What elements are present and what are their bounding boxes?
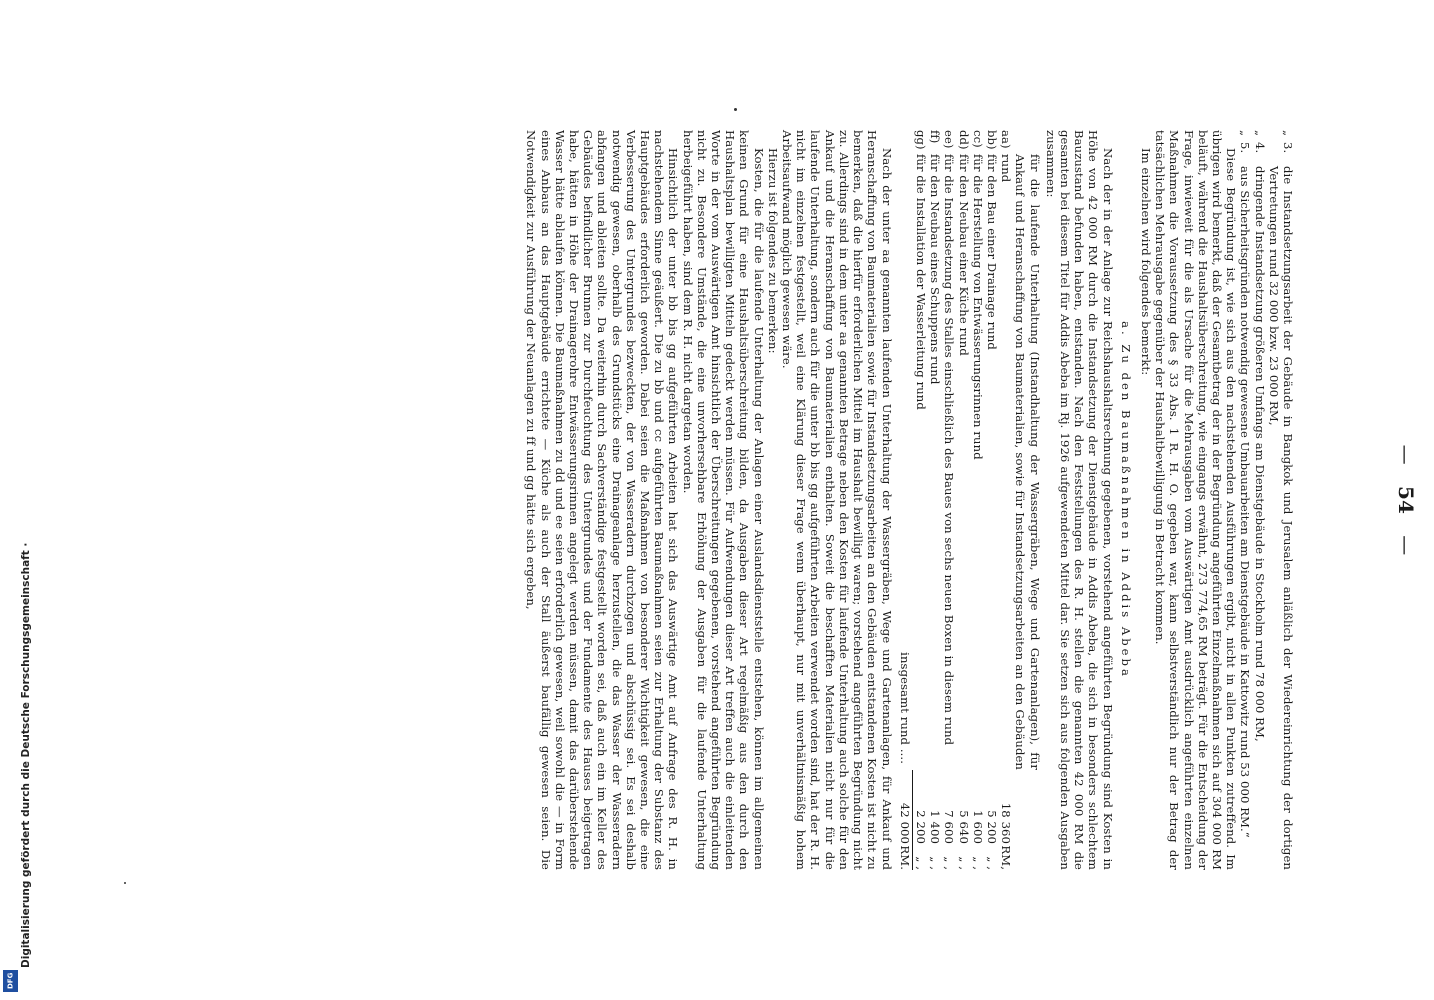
cost-amount: 1 400	[928, 810, 943, 844]
cost-total-unit: RM.	[897, 845, 912, 870]
cost-text: für die Instandsetzung des Stalles einschließlich des Baues von sechs neuen Boxen in diesem rund	[942, 154, 957, 746]
document-page	[115, 130, 1418, 870]
cost-amount: 5 640	[956, 810, 971, 844]
cost-amount: 2 200	[913, 810, 928, 844]
cost-unit: „ ,	[956, 856, 971, 870]
header-dash-left: —	[1394, 444, 1418, 465]
list-quote-mark: „	[1238, 130, 1253, 137]
quoted-list	[1238, 130, 1295, 870]
digitization-credit: Digitalisierung gefördert durch die Deutsche Forschungsgemeinschaft ·	[20, 542, 32, 968]
list-item	[1238, 130, 1252, 870]
list-number: 3.	[1281, 142, 1295, 154]
cost-unit: RM,	[999, 845, 1014, 870]
cost-unit: „ ,	[913, 856, 928, 870]
cost-text: für die laufende Unterhaltung (Instandhaltung der Wassergräben, Wege und Gartenanlagen), für Ankauf und Heranschaffung von Baumaterialien, sowie für Instandsetzungsarbeiten an den Gebäuden rund	[999, 154, 1042, 770]
section-heading: a. Zu den Baumaßnahmen in Addis Abeba	[1118, 321, 1133, 679]
cost-row	[956, 130, 970, 870]
list-item	[1252, 130, 1266, 870]
cost-unit: „ ,	[928, 856, 943, 870]
header-dash-right: —	[1394, 535, 1418, 556]
cost-row	[999, 130, 1042, 870]
cost-text: für den Bau einer Drainage rund	[984, 154, 999, 350]
cost-total-label: insgesamt rund ....	[897, 652, 912, 764]
cost-row	[971, 130, 985, 870]
cost-total-row	[898, 130, 914, 870]
paragraph-hierzu: Hierzu ist folgendes zu bemerken:	[765, 148, 780, 354]
cost-text: für den Neubau einer Küche rund	[956, 154, 971, 356]
list-text: dringende Instandsetzung größeren Umfangs am Dienstgebäude in Stockholm rund 78 000 RM,	[1252, 166, 1267, 742]
cost-text: für die Installation der Wasserleitung rund	[913, 154, 928, 410]
running-header	[1394, 130, 1418, 870]
cost-row	[914, 130, 928, 870]
page-number: 54	[1394, 485, 1418, 515]
cost-label: cc)	[970, 130, 985, 148]
list-quote-mark: „	[1252, 130, 1267, 137]
list-text: aus Sicherheitsgründen notwendig gewesene Umbauarbeiten am Dienstgebäude in Kattowitz rund 53 000 RM.“	[1238, 166, 1253, 838]
list-number: 4.	[1252, 142, 1267, 154]
paragraph-addis: Nach der in der Anlage zur Reichshaushaltsrechnung gegebenen, vorstehend angeführten Begründung sind Kosten in Höhe von 42 000 RM durch die Instandsetzung der Dienstgebäude in Addis Abeba, die sich in besonders schlechtem Bauzustand befunden haben, entstanden. Nach den Feststellungen des R. H. stellen die genannten 42 000 RM die gesamten bei diesem Titel für Addis Abeba im Rj. 1926 aufgewendeten Mittel dar. Sie setzen sich aus folgenden Ausgaben zusammen:	[1043, 130, 1115, 870]
list-quote-mark: „	[1281, 130, 1295, 137]
cost-label: ff)	[928, 130, 943, 144]
cost-table	[898, 130, 1042, 870]
cost-unit: „ ,	[942, 856, 957, 870]
cost-amount: 5 200	[984, 810, 999, 844]
cost-row	[985, 130, 999, 870]
cost-label: gg)	[913, 130, 928, 150]
cost-row	[928, 130, 942, 870]
list-item	[1267, 130, 1295, 870]
list-text: die Instandsetzungsarbeit der Gebäude in Bangkok und Jerusalem anläßlich der Wiedereinrichtung der dortigen Vertretungen rund 32 000 bzw. 23 000 RM,	[1266, 166, 1295, 870]
dfg-logo: DFG	[3, 970, 18, 992]
scan-speck	[734, 108, 737, 111]
paragraph-aa: Nach der unter aa genannten laufenden Unterhaltung der Wassergräben, Wege und Gartenanlagen, für Ankauf und Heranschaffung von Baumaterialien sowie für Instandsetzungsarbeiten an den Gebäuden entstandenen Kosten ist nicht zu bemerken, daß die hierfür erforderlichen Mittel im Haushalt bewilligt waren; vorstehend angeführten Begründung nicht zu. Allerdings sind in dem unter aa genannten Betrage neben den Kosten für laufende Unterhaltung auch solche für den Ankauf und die Heranschaffung von Baumaterialien enthalten. Soweit die beschafften Materialien nicht nur für die laufende Unterhaltung, sondern auch für die unter bb bis gg aufgeführten Arbeiten verwendet worden sind, hat der R. H. nicht im einzelnen festgestellt, weil eine Klärung dieser Frage wenn überhaupt, nur mit unverhältnismäßig hohem Arbeitsaufwand möglich gewesen wäre.	[780, 130, 894, 870]
cost-amount: 7 600	[942, 810, 957, 844]
digitization-sidebar	[0, 0, 32, 1000]
paragraph-bb: Hinsichtlich der unter bb bis gg aufgeführten Arbeiten hat sich das Auswärtige Amt auf Anfrage des R. H. in nachstehendem Sinne geäußert. Die zu bb und cc aufgeführten Baumaßnahmen seien zur Erhaltung der Substanz des Hauptgebäudes erforderlich geworden. Dabei seien die Maßnahmen von besonderer Wichtigkeit gewesen, die eine Verbesserung des Untergrundes bezweckten, der von Wasseradern durchzogen und abschüssig sei. Es sei deshalb notwendig gewesen, oberhalb des Grundstücks eine Drainageanlage herzustellen, die das Wasser der Wasseradern abfangen und ableiten sollte. Da weiterhin durch Sachverständige festgestellt worden sei, daß auch ein im Keller des Gebäudes befindlicher Brunnen zur Durchfeuchtung des Untergrundes und der Fundamente des Hauses beigetragen habe, hätten in Höhe der Drainagerohre Entwässerungsrinnen angelegt werden müssen, damit das darüberstehende Wasser hätte ablaufen können. Die Baumaßnahmen zu dd und ee seien erforderlich gewesen, weil sowohl die — in Form eines Anbaus an das Hauptgebäude errichtete — Küche als auch der Stall äußerst baufällig gewesen seien. Die Notwendigkeit zur Ausführung der Neuanlagen zu ff und gg hätte sich ergeben,	[524, 130, 681, 870]
cost-text: für den Neubau eines Schuppens rund	[928, 154, 943, 385]
cost-row	[942, 130, 956, 870]
cost-label: dd)	[956, 130, 971, 150]
scan-speck	[124, 882, 126, 884]
cost-label: aa)	[999, 130, 1014, 149]
cost-total-amount: 42 000	[898, 770, 913, 844]
paragraph-kosten: Kosten, die für die laufende Unterhaltung der Anlagen einer Auslandsdienststelle entstehen, können im allgemeinen keinen Grund für eine Haushaltsüberschreitung bilden, da Ausgaben dieser Art regelmäßig aus den durch den Haushaltsplan bewilligten Mitteln gedeckt werden müssen. Für Aufwendungen dieser Art treffen auch die einleitenden Worte in der vom Auswärtigen Amt hinsichtlich der Überschreitungen gegebenen, vorstehend angeführten Begründung nicht zu. Besondere Umstände, die eine unvorhersehbare Erhöhung der Ausgaben für die laufende Unterhaltung herbeigeführt haben, sind dem R. H. nicht dargetan worden.	[680, 130, 766, 870]
cost-unit: „ ,	[970, 856, 985, 870]
cost-label: ee)	[942, 130, 957, 149]
paragraph-intro: Diese Begründung ist, wie sich aus den nachstehenden Ausführungen ergibt, nicht in allen Punkten zutreffend. Im übrigen wird bemerkt, daß der Gesamtbetrag der in der Begründung angeführten Einzelmaßnahmen sich auf 304 000 RM beläuft, während die Haushaltsüberschreitung, wie eingangs erwähnt, 273 774,65 RM beträgt. Für die Entscheidung der Frage, inwieweit für die als Ursache für die Mehrausgaben vom Auswärtigen Amt ausdrücklich angeführten einzelnen Maßnahmen die Voraussetzung des § 33 Abs. 1 R. H. O. gegeben war, kann selbstverständlich nur der Betrag der tatsächlichen Mehrausgabe gegenüber der Haushaltbewilligung in Betracht kommen.	[1153, 130, 1239, 870]
cost-label: bb)	[984, 130, 999, 150]
cost-amount: 18 360	[999, 802, 1014, 844]
cost-unit: „ ,	[984, 856, 999, 870]
paragraph-einzelnen: Im einzelnen wird folgendes bemerkt:	[1138, 148, 1153, 376]
cost-text: für die Herstellung von Entwässerungsrinnen rund	[970, 154, 985, 460]
cost-amount: 1 600	[970, 810, 985, 844]
list-number: 5.	[1238, 142, 1253, 154]
